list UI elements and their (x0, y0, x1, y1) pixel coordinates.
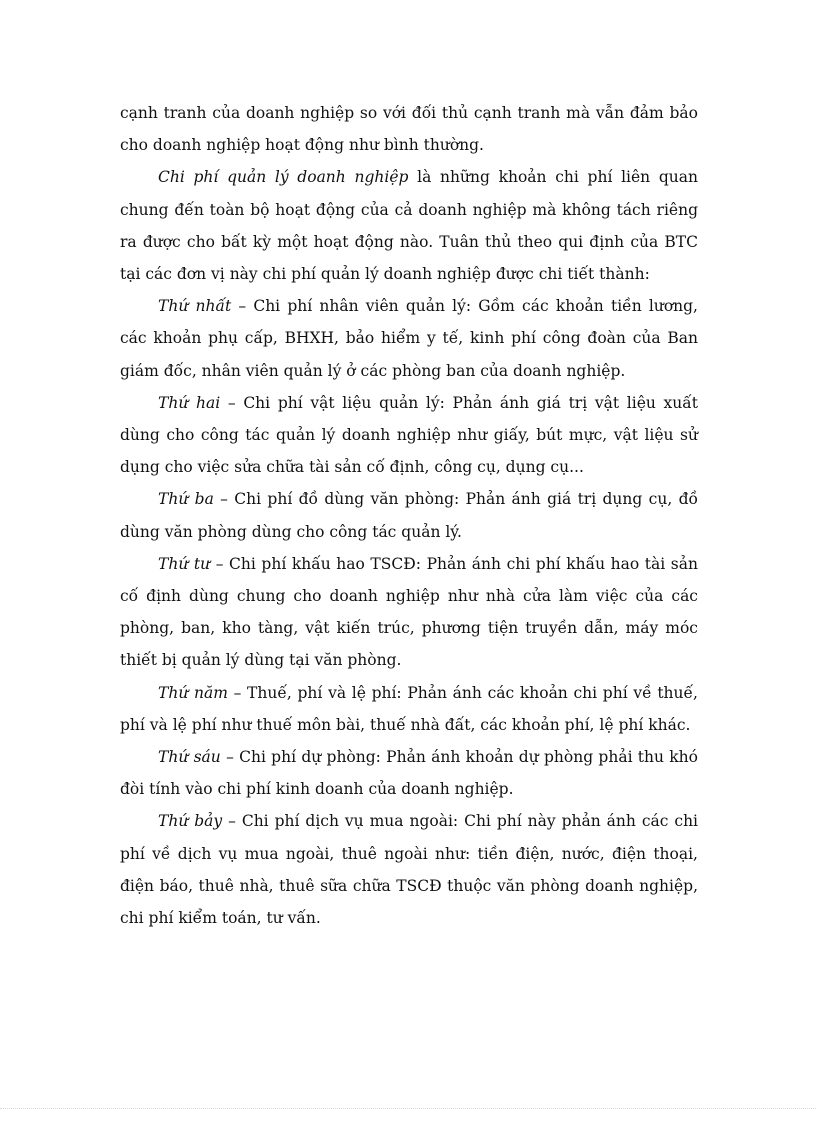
paragraph-text: – Chi phí khấu hao TSCĐ: Phản ánh chi phí khấu hao tài sản cố định dùng chung cho doanh nghiệp như nhà cửa làm việc của các phòng, ban, kho tàng, vật kiến trúc, phương tiện truyền dẫn, máy móc thiết bị quản lý dùng tại văn phòng. (120, 554, 698, 670)
paragraph-text: – Chi phí đồ dùng văn phòng: Phản ánh giá trị dụng cụ, đồ dùng văn phòng dùng cho công tác quản lý. (120, 490, 699, 541)
paragraph-lead: Thứ bảy (158, 812, 223, 831)
paragraph-text: – Chi phí dịch vụ mua ngoài: Chi phí này phản ánh các chi phí về dịch vụ mua ngoài, thuê ngoài như: tiền điện, nước, điện thoại, điện báo, thuê nhà, thuê sữa chữa TSCĐ thuộc văn phòng doanh nghiệp, chi phí kiểm toán, tư vấn. (120, 812, 699, 928)
paragraph-text: cạnh tranh của doanh nghiệp so với đối thủ cạnh tranh mà vẫn đảm bảo cho doanh nghiệp hoạt động như bình thường. (120, 104, 698, 155)
paragraph-lead: Thứ hai (158, 393, 221, 412)
paragraph-item-6 (120, 741, 698, 805)
paragraph-text: – Thuế, phí và lệ phí: Phản ánh các khoản chi phí về thuế, phí và lệ phí như thuế môn bài, thuế nhà đất, các khoản phí, lệ phí khác. (120, 683, 698, 734)
paragraph-continuation (120, 97, 698, 161)
paragraph-lead: Thứ sáu (158, 748, 221, 767)
paragraph-text: – Chi phí nhân viên quản lý: Gồm các khoản tiền lương, các khoản phụ cấp, BHXH, bảo hiểm y tế, kinh phí công đoàn của Ban giám đốc, nhân viên quản lý ở các phòng ban của doanh nghiệp. (120, 297, 698, 380)
page-bottom-rule (0, 1108, 816, 1109)
paragraph-item-3 (120, 483, 698, 547)
paragraph-text: – Chi phí vật liệu quản lý: Phản ánh giá trị vật liệu xuất dùng cho công tác quản lý doanh nghiệp như giấy, bút mực, vật liệu sử dụng cho việc sửa chữa tài sản cố định, công cụ, dụng cụ... (120, 393, 698, 477)
paragraph-lead: Thứ tư (158, 554, 211, 573)
paragraph-item-7 (120, 805, 698, 934)
paragraph-definition (120, 161, 698, 290)
paragraph-text: là những khoản chi phí liên quan chung đến toàn bộ hoạt động của cả doanh nghiệp mà không tách riêng ra được cho bất kỳ một hoạt động nào. Tuân thủ theo qui định của BTC tại các đơn vị này chi phí quản lý doanh nghiệp được chi tiết thành: (120, 168, 698, 284)
paragraph-lead: Thứ ba (158, 490, 214, 509)
paragraph-item-1 (120, 290, 698, 387)
paragraph-lead: Thứ năm (158, 683, 228, 702)
paragraph-lead: Thứ nhất (158, 297, 232, 316)
paragraph-text: – Chi phí dự phòng: Phản ánh khoản dự phòng phải thu khó đòi tính vào chi phí kinh doanh của doanh nghiệp. (120, 748, 698, 799)
paragraph-item-5 (120, 677, 698, 741)
paragraph-lead: Chi phí quản lý doanh nghiệp (158, 168, 409, 187)
body-text (120, 97, 698, 934)
paragraph-item-2 (120, 387, 698, 484)
paragraph-item-4 (120, 548, 698, 677)
